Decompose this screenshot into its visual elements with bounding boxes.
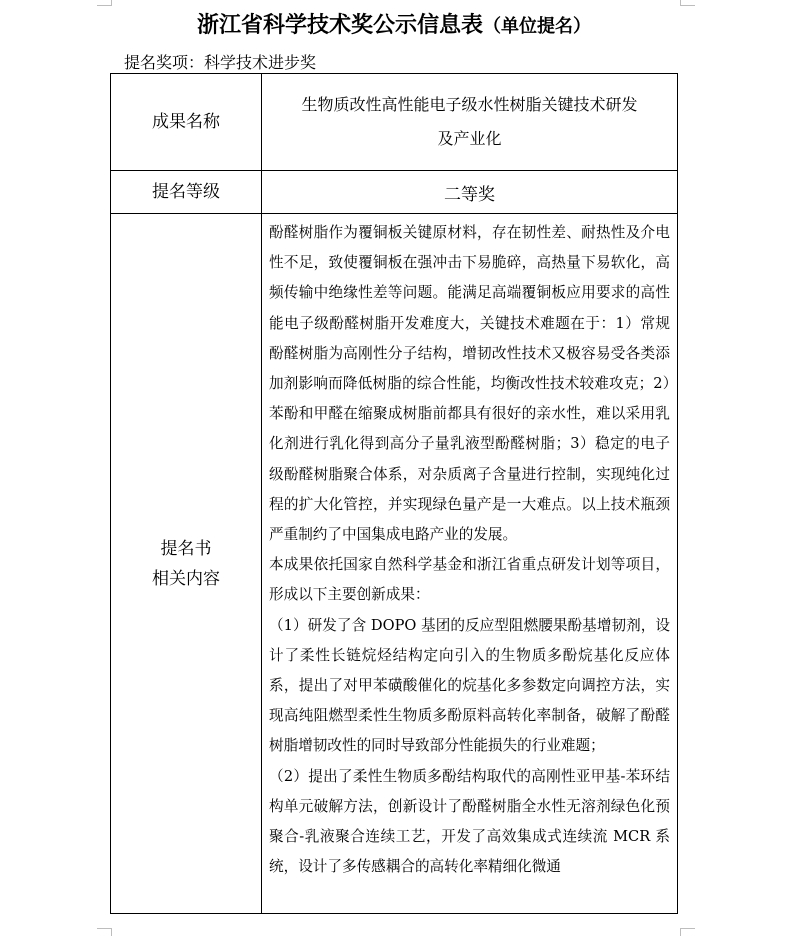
nomination-content-text — [269, 218, 670, 909]
award-category: 提名奖项：科学技术进步奖 — [124, 53, 317, 72]
page-title — [110, 8, 678, 39]
achievement-name-line-1: 生物质改性高性能电子级水性树脂关键技术研发 — [301, 95, 638, 114]
nomination-content-label-line-2: 相关内容 — [152, 568, 220, 589]
table-row-achievement-name — [111, 74, 678, 171]
nomination-content-label — [111, 214, 262, 914]
table-row-nomination-content — [111, 214, 678, 914]
content-paragraph-innovation-2: （2）提出了柔性生物质多酚结构取代的高刚性亚甲基-苯环结构单元破解方法，创新设计了酚醛树脂全水性无溶剂绿色化预聚合-乳液聚合连续工艺，开发了高效集成式连续流 MCR 系统，设计了多传感耦合的高转化率精细化微通 — [269, 767, 670, 876]
nomination-content-value — [262, 214, 678, 914]
content-paragraph-background: 酚醛树脂作为覆铜板关键原材料，存在韧性差、耐热性及介电性不足，致使覆铜板在强冲击下易脆碎，高热量下易软化，高频传输中绝缘性差等问题。能满足高端覆铜板应用要求的高性能电子级酚醛树脂开发难度大，关键技术难题在于：1）常规酚醛树脂为高刚性分子结构，增韧改性技术又极容易受各类添加剂影响而降低树脂的综合性能，均衡改性技术较难攻克；2）苯酚和甲醛在缩聚成树脂前都具有很好的亲水性，难以采用乳化剂进行乳化得到高分子量乳液型酚醛树脂；3）稳定的电子级酚醛树脂聚合体系，对杂质离子含量进行控制，实现纯化过程的扩大化管控，并实现绿色量产是一大难点。以上技术瓶颈严重制约了中国集成电路产业的发展。 — [269, 224, 670, 544]
crop-mark-top-right — [680, 0, 695, 6]
table-row-nomination-grade — [111, 171, 678, 214]
content-paragraph-intro: 本成果依托国家自然科学基金和浙江省重点研发计划等项目，形成以下主要创新成果： — [269, 556, 670, 604]
nomination-grade-value: 二等奖 — [262, 171, 678, 214]
achievement-name-value — [262, 74, 678, 171]
nomination-grade-label: 提名等级 — [111, 171, 262, 214]
info-table — [110, 73, 678, 914]
title-subtitle: （单位提名） — [483, 16, 591, 37]
nomination-content-label-line-1: 提名书 — [160, 538, 212, 559]
content-paragraph-innovation-1: （1）研发了含 DOPO 基团的反应型阻燃腰果酚基增韧剂，设计了柔性长链烷烃结构定向引入的生物质多酚烷基化反应体系，提出了对甲苯磺酸催化的烷基化多参数定向调控方法，实现高纯阻燃型柔性生物质多酚原料高转化率制备，破解了酚醛树脂增韧改性的同时导致部分性能损失的行业难题； — [269, 616, 670, 755]
crop-mark-top-left — [97, 0, 112, 6]
achievement-name-line-2: 及产业化 — [437, 129, 502, 148]
achievement-name-label: 成果名称 — [111, 74, 262, 171]
title-main: 浙江省科学技术奖公示信息表 — [196, 12, 483, 38]
